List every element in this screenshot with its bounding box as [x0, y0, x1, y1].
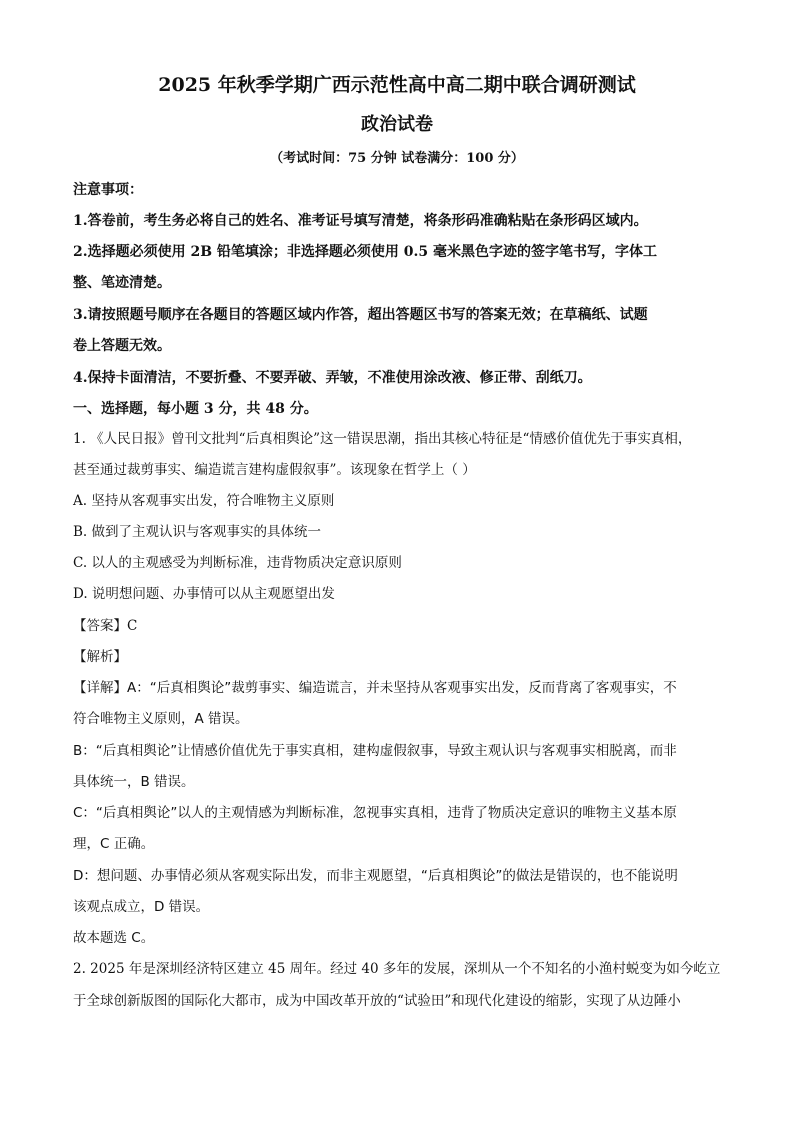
notice-heading: 注意事项： [73, 182, 143, 198]
exam-info: （考试时间：75 分钟 试卷满分：100 分） [270, 151, 524, 166]
question-1-option-a: A. 坚持从客观事实出发，符合唯物主义原则 [73, 493, 335, 509]
analysis-line: 符合唯物主义原则，A 错误。 [73, 711, 249, 727]
analysis-line: C：“后真相舆论”以人的主观情感为判断标准，忽视事实真相，违背了物质决定意识的唯物主义基本原 [73, 805, 677, 821]
notice-item: 3.请按照题号顺序在各题目的答题区域内作答，超出答题区书写的答案无效；在草稿纸、试题 [73, 307, 648, 323]
question-1-stem: 1. 《人民日报》曾刊文批判“后真相舆论”这一错误思潮，指出其核心特征是“情感价值优先于事实真相， [73, 431, 692, 447]
exam-subject: 政治试卷 [361, 114, 433, 135]
question-1-analysis-heading: 【解析】 [73, 649, 127, 665]
analysis-line: 该观点成立，D 错误。 [73, 899, 210, 915]
exam-title: 2025 年秋季学期广西示范性高中高二期中联合调研测试 [158, 74, 636, 96]
question-1-stem: 甚至通过裁剪事实、编造谎言建构虚假叙事”。该现象在哲学上（ ） [73, 462, 476, 478]
analysis-line: 【详解】A：“后真相舆论”裁剪事实、编造谎言，并未坚持从客观事实出发，反而背离了客观事实，不 [73, 680, 677, 696]
analysis-conclusion: 故本题选 C。 [73, 930, 155, 946]
notice-item: 卷上答题无效。 [73, 338, 171, 354]
question-2-stem: 于全球创新版图的国际化大都市，成为中国改革开放的“试验田”和现代化建设的缩影，实现了从边陲小 [73, 993, 681, 1009]
question-2-stem: 2. 2025 年是深圳经济特区建立 45 周年。经过 40 多年的发展，深圳从一个不知名的小渔村蜕变为如今屹立 [73, 961, 721, 977]
analysis-line: B：“后真相舆论”让情感价值优先于事实真相，建构虚假叙事，导致主观认识与客观事实相脱离，而非 [73, 743, 677, 759]
analysis-line: 理，C 正确。 [73, 836, 155, 852]
question-1-option-b: B. 做到了主观认识与客观事实的具体统一 [73, 524, 322, 540]
analysis-line: D：想问题、办事情必须从客观实际出发，而非主观愿望，“后真相舆论”的做法是错误的，也不能说明 [73, 868, 678, 884]
section-heading: 一、选择题，每小题 3 分，共 48 分。 [73, 401, 318, 417]
notice-item: 1.答卷前，考生务必将自己的姓名、准考证号填写清楚，将条形码准确粘贴在条形码区域内。 [73, 213, 648, 229]
question-1-option-d: D. 说明想问题、办事情可以从主观愿望出发 [73, 586, 335, 602]
question-1-option-c: C. 以人的主观感受为判断标准，违背物质决定意识原则 [73, 555, 402, 571]
question-1-answer: 【答案】C [73, 618, 138, 634]
analysis-line: 具体统一，B 错误。 [73, 774, 195, 790]
notice-item: 整、笔迹清楚。 [73, 275, 171, 291]
notice-item: 2.选择题必须使用 2B 铅笔填涂；非选择题必须使用 0.5 毫米黑色字迹的签字笔书写，字体工 [73, 244, 658, 260]
notice-item: 4.保持卡面清洁，不要折叠、不要弄破、弄皱，不准使用涂改液、修正带、刮纸刀。 [73, 370, 592, 386]
